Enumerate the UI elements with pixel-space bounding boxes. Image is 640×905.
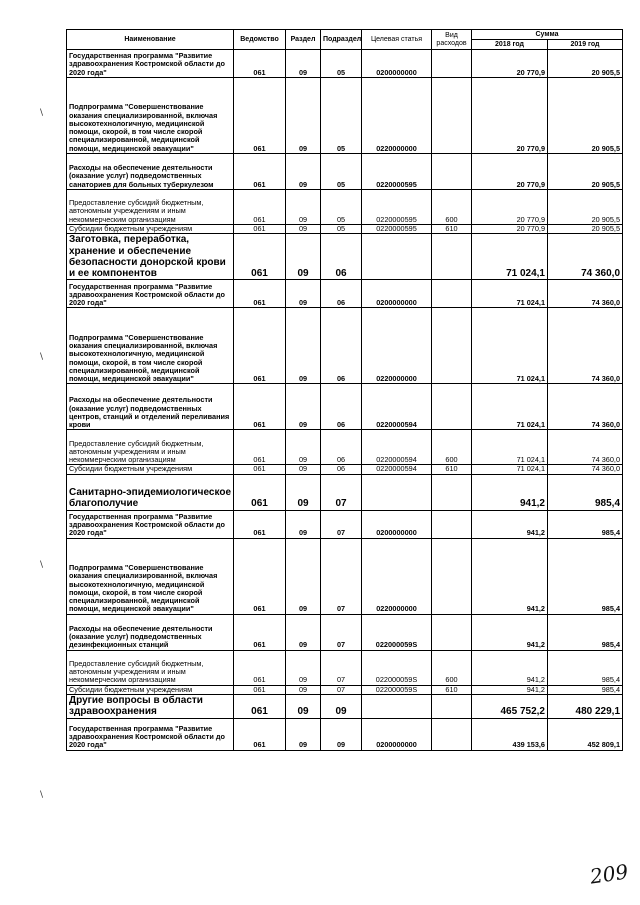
- row-celevaya-statya: 0220000595: [362, 154, 432, 190]
- row-razdel: 09: [286, 614, 321, 650]
- row-name: Подпрограмма "Совершенствование оказания специализированной, включая высокотехнологичную, медицинской помощи, скорой, в том числе скорой специализированной, медицинской помощи, медицинской эвакуации": [67, 308, 234, 384]
- row-podrazdel: 06: [321, 430, 362, 465]
- table-row: [67, 430, 623, 465]
- row-celevaya-statya: 0200000000: [362, 50, 432, 78]
- row-sum-2018: 20 770,9: [472, 225, 548, 234]
- row-sum-2018: 941,2: [472, 510, 548, 538]
- row-vid-raskhodov: [432, 474, 472, 510]
- row-sum-2018: 465 752,2: [472, 695, 548, 719]
- row-name: Субсидии бюджетным учреждениям: [67, 225, 234, 234]
- row-celevaya-statya: 0200000000: [362, 280, 432, 308]
- row-vid-raskhodov: [432, 384, 472, 430]
- row-name: Государственная программа "Развитие здравоохранения Костромской области до 2020 года": [67, 718, 234, 750]
- row-celevaya-statya: 0220000595: [362, 190, 432, 225]
- row-razdel: 09: [286, 190, 321, 225]
- row-vid-raskhodov: [432, 695, 472, 719]
- row-podrazdel: 06: [321, 234, 362, 280]
- row-celevaya-statya: 022000059S: [362, 650, 432, 685]
- header-year-2018: 2018 год: [472, 40, 548, 50]
- header-celevaya-statya: Целевая статья: [362, 30, 432, 50]
- row-vid-raskhodov: [432, 234, 472, 280]
- row-razdel: 09: [286, 538, 321, 614]
- row-vedomstvo: 061: [234, 510, 286, 538]
- row-sum-2018: 20 770,9: [472, 78, 548, 154]
- row-sum-2019: 985,4: [548, 538, 623, 614]
- row-celevaya-statya: [362, 234, 432, 280]
- row-vid-raskhodov: [432, 50, 472, 78]
- row-vid-raskhodov: [432, 614, 472, 650]
- row-vid-raskhodov: [432, 154, 472, 190]
- row-celevaya-statya: 0220000594: [362, 465, 432, 474]
- row-name: Государственная программа "Развитие здравоохранения Костромской области до 2020 года": [67, 510, 234, 538]
- row-sum-2019: 74 360,0: [548, 465, 623, 474]
- row-sum-2019: 74 360,0: [548, 280, 623, 308]
- margin-mark: \: [40, 560, 44, 570]
- row-podrazdel: 07: [321, 650, 362, 685]
- row-sum-2018: 71 024,1: [472, 384, 548, 430]
- row-name: Заготовка, переработка, хранение и обеспечение безопасности донорской крови и ее компонентов: [67, 234, 234, 280]
- row-sum-2018: 71 024,1: [472, 308, 548, 384]
- row-razdel: 09: [286, 474, 321, 510]
- header-summa: Сумма: [472, 30, 623, 40]
- table-row: [67, 154, 623, 190]
- row-podrazdel: 05: [321, 190, 362, 225]
- row-sum-2019: 985,4: [548, 614, 623, 650]
- row-vid-raskhodov: 600: [432, 430, 472, 465]
- row-podrazdel: 05: [321, 154, 362, 190]
- row-name: Другие вопросы в области здравоохранения: [67, 695, 234, 719]
- table-row: [67, 280, 623, 308]
- row-sum-2019: 74 360,0: [548, 234, 623, 280]
- table-row: [67, 308, 623, 384]
- row-vedomstvo: 061: [234, 614, 286, 650]
- row-razdel: 09: [286, 718, 321, 750]
- row-celevaya-statya: 0220000595: [362, 225, 432, 234]
- row-sum-2019: 20 905,5: [548, 154, 623, 190]
- row-sum-2018: 20 770,9: [472, 190, 548, 225]
- row-vedomstvo: 061: [234, 50, 286, 78]
- row-sum-2019: 985,4: [548, 685, 623, 694]
- row-celevaya-statya: [362, 474, 432, 510]
- row-name: Предоставление субсидий бюджетным, автономным учреждениям и иным некоммерческим организациям: [67, 190, 234, 225]
- row-sum-2018: 71 024,1: [472, 430, 548, 465]
- row-name: Подпрограмма "Совершенствование оказания специализированной, включая высокотехнологичную, медицинской помощи, скорой, в том числе скорой специализированной, медицинской помощи, медицинской эвакуации": [67, 538, 234, 614]
- header-year-2019: 2019 год: [548, 40, 623, 50]
- row-razdel: 09: [286, 308, 321, 384]
- row-name: Субсидии бюджетным учреждениям: [67, 685, 234, 694]
- budget-table: [66, 29, 623, 751]
- row-sum-2019: 985,4: [548, 474, 623, 510]
- row-razdel: 09: [286, 154, 321, 190]
- row-celevaya-statya: 0220000000: [362, 78, 432, 154]
- table-row: [67, 384, 623, 430]
- row-celevaya-statya: 0200000000: [362, 718, 432, 750]
- row-vedomstvo: 061: [234, 538, 286, 614]
- row-sum-2019: 20 905,5: [548, 78, 623, 154]
- budget-table-sheet: [66, 29, 622, 751]
- row-vid-raskhodov: 610: [432, 685, 472, 694]
- row-razdel: 09: [286, 695, 321, 719]
- row-sum-2018: 941,2: [472, 685, 548, 694]
- row-celevaya-statya: 0220000000: [362, 538, 432, 614]
- row-sum-2019: 74 360,0: [548, 308, 623, 384]
- row-razdel: 09: [286, 225, 321, 234]
- row-podrazdel: 07: [321, 474, 362, 510]
- header-vid-raskhodov: Вид расходов: [432, 30, 472, 50]
- table-row: [67, 685, 623, 694]
- header-name: Наименование: [67, 30, 234, 50]
- row-name: Санитарно-эпидемиологическое благополучие: [67, 474, 234, 510]
- table-row: [67, 614, 623, 650]
- row-sum-2018: 439 153,6: [472, 718, 548, 750]
- row-podrazdel: 09: [321, 718, 362, 750]
- row-name: Субсидии бюджетным учреждениям: [67, 465, 234, 474]
- row-podrazdel: 07: [321, 510, 362, 538]
- row-vid-raskhodov: [432, 718, 472, 750]
- row-vid-raskhodov: 600: [432, 190, 472, 225]
- row-razdel: 09: [286, 650, 321, 685]
- margin-mark: \: [40, 108, 44, 118]
- table-row: [67, 190, 623, 225]
- row-vedomstvo: 061: [234, 190, 286, 225]
- row-razdel: 09: [286, 280, 321, 308]
- row-name: Предоставление субсидий бюджетным, автономным учреждениям и иным некоммерческим организациям: [67, 430, 234, 465]
- row-name: Государственная программа "Развитие здравоохранения Костромской области до 2020 года": [67, 280, 234, 308]
- handwritten-page-number: 209: [588, 859, 630, 889]
- row-podrazdel: 07: [321, 685, 362, 694]
- row-name: Государственная программа "Развитие здравоохранения Костромской области до 2020 года": [67, 50, 234, 78]
- row-name: Расходы на обеспечение деятельности (оказание услуг) подведомственных санаториев для больных туберкулезом: [67, 154, 234, 190]
- table-row: [67, 695, 623, 719]
- table-row: [67, 538, 623, 614]
- row-vid-raskhodov: 610: [432, 225, 472, 234]
- row-razdel: 09: [286, 384, 321, 430]
- row-razdel: 09: [286, 430, 321, 465]
- row-sum-2018: 941,2: [472, 650, 548, 685]
- row-celevaya-statya: 0220000000: [362, 308, 432, 384]
- header-vedomstvo: Ведомство: [234, 30, 286, 50]
- row-podrazdel: 05: [321, 78, 362, 154]
- row-celevaya-statya: [362, 695, 432, 719]
- row-sum-2018: 941,2: [472, 538, 548, 614]
- table-row: [67, 234, 623, 280]
- row-sum-2019: 20 905,5: [548, 225, 623, 234]
- row-vedomstvo: 061: [234, 225, 286, 234]
- row-vedomstvo: 061: [234, 430, 286, 465]
- header-podrazdel: Подраздел: [321, 30, 362, 50]
- row-sum-2019: 985,4: [548, 510, 623, 538]
- row-sum-2019: 20 905,5: [548, 190, 623, 225]
- row-vid-raskhodov: [432, 308, 472, 384]
- row-sum-2018: 20 770,9: [472, 154, 548, 190]
- row-razdel: 09: [286, 465, 321, 474]
- row-sum-2018: 941,2: [472, 614, 548, 650]
- row-vedomstvo: 061: [234, 384, 286, 430]
- row-celevaya-statya: 0220000594: [362, 384, 432, 430]
- margin-mark: \: [40, 352, 44, 362]
- row-sum-2018: 20 770,9: [472, 50, 548, 78]
- row-vedomstvo: 061: [234, 695, 286, 719]
- row-vedomstvo: 061: [234, 718, 286, 750]
- table-row: [67, 650, 623, 685]
- row-sum-2019: 74 360,0: [548, 384, 623, 430]
- row-vid-raskhodov: 600: [432, 650, 472, 685]
- row-name: Расходы на обеспечение деятельности (оказание услуг) подведомственных дезинфекционных станций: [67, 614, 234, 650]
- row-celevaya-statya: 022000059S: [362, 614, 432, 650]
- row-celevaya-statya: 0220000594: [362, 430, 432, 465]
- header-razdel: Раздел: [286, 30, 321, 50]
- row-podrazdel: 07: [321, 614, 362, 650]
- table-row: [67, 78, 623, 154]
- row-razdel: 09: [286, 510, 321, 538]
- row-razdel: 09: [286, 78, 321, 154]
- row-sum-2019: 74 360,0: [548, 430, 623, 465]
- row-vedomstvo: 061: [234, 474, 286, 510]
- row-vid-raskhodov: [432, 78, 472, 154]
- row-sum-2019: 480 229,1: [548, 695, 623, 719]
- row-podrazdel: 09: [321, 695, 362, 719]
- row-sum-2019: 452 809,1: [548, 718, 623, 750]
- table-row: [67, 510, 623, 538]
- row-vedomstvo: 061: [234, 465, 286, 474]
- row-vedomstvo: 061: [234, 78, 286, 154]
- row-vid-raskhodov: 610: [432, 465, 472, 474]
- row-podrazdel: 05: [321, 225, 362, 234]
- row-vedomstvo: 061: [234, 234, 286, 280]
- row-vid-raskhodov: [432, 280, 472, 308]
- row-sum-2018: 71 024,1: [472, 280, 548, 308]
- table-row: [67, 474, 623, 510]
- row-sum-2019: 985,4: [548, 650, 623, 685]
- row-razdel: 09: [286, 50, 321, 78]
- row-sum-2018: 71 024,1: [472, 465, 548, 474]
- row-vid-raskhodov: [432, 538, 472, 614]
- table-row: [67, 225, 623, 234]
- row-vedomstvo: 061: [234, 154, 286, 190]
- row-razdel: 09: [286, 234, 321, 280]
- table-row: [67, 718, 623, 750]
- row-celevaya-statya: 022000059S: [362, 685, 432, 694]
- row-vedomstvo: 061: [234, 280, 286, 308]
- row-name: Подпрограмма "Совершенствование оказания специализированной, включая высокотехнологичную, медицинской помощи, скорой, в том числе скорой специализированной, медицинской помощи, медицинской эвакуации": [67, 78, 234, 154]
- row-podrazdel: 07: [321, 538, 362, 614]
- row-celevaya-statya: 0200000000: [362, 510, 432, 538]
- row-podrazdel: 06: [321, 465, 362, 474]
- row-podrazdel: 06: [321, 280, 362, 308]
- table-row: [67, 50, 623, 78]
- row-razdel: 09: [286, 685, 321, 694]
- table-row: [67, 465, 623, 474]
- row-vedomstvo: 061: [234, 685, 286, 694]
- row-vedomstvo: 061: [234, 650, 286, 685]
- row-name: Расходы на обеспечение деятельности (оказание услуг) подведомственных центров, станций и отделений переливания крови: [67, 384, 234, 430]
- row-vedomstvo: 061: [234, 308, 286, 384]
- row-podrazdel: 06: [321, 308, 362, 384]
- row-sum-2019: 20 905,5: [548, 50, 623, 78]
- margin-mark: \: [40, 790, 44, 800]
- row-name: Предоставление субсидий бюджетным, автономным учреждениям и иным некоммерческим организациям: [67, 650, 234, 685]
- row-vid-raskhodov: [432, 510, 472, 538]
- row-podrazdel: 06: [321, 384, 362, 430]
- row-sum-2018: 71 024,1: [472, 234, 548, 280]
- row-sum-2018: 941,2: [472, 474, 548, 510]
- row-podrazdel: 05: [321, 50, 362, 78]
